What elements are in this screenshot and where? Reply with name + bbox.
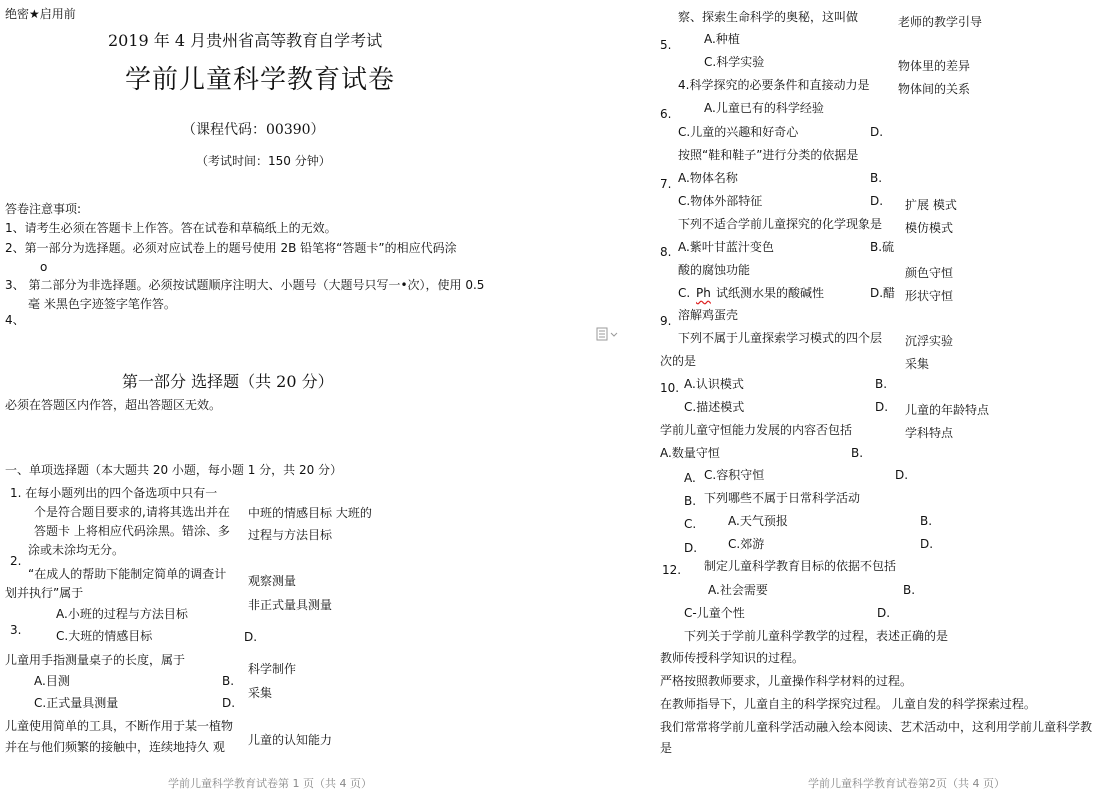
q13-line1: 我们常常将学前儿童科学活动融入绘本阅读、艺术活动中，这利用学前儿童科学教	[660, 720, 1093, 734]
side-option-9: 采集	[905, 357, 930, 371]
side-option-6: 颜色守恒	[905, 266, 954, 280]
q8-line1: 下列不属于儿童探索学习模式的四个层	[678, 331, 883, 345]
q6-number: 6.	[660, 107, 672, 121]
side-option-5: 模仿模式	[905, 221, 954, 235]
side-option-2: 物体里的差异	[898, 59, 971, 73]
q2-option-c: C.大班的情感目标	[56, 629, 153, 643]
q7-option-d: D.醋	[870, 286, 896, 300]
course-code: （课程代码：00390）	[182, 122, 325, 138]
side-option-1: 老师的教学引导	[898, 15, 983, 29]
q8-option-b: B.	[875, 377, 888, 391]
q3-number: 3.	[10, 623, 22, 637]
q11-d-marker: D.	[684, 541, 698, 555]
option-middle-7: 儿童的认知能力	[248, 733, 333, 747]
q11-c-marker: C.	[684, 517, 697, 531]
q4-cont: 察、探索生命科学的奥秘，这叫做	[678, 10, 859, 24]
q6-line1: 按照“鞋和鞋子”进行分类的依据是	[678, 148, 859, 162]
q7-option-c-ph: Ph	[696, 286, 711, 300]
q5-number: 5.	[660, 38, 672, 52]
q3-option-b: B.	[222, 674, 235, 688]
notice-1: 1、请考生必须在答题卡上作答。答在试卷和草稿纸上的无效。	[5, 221, 337, 235]
q11-b-marker: B.	[684, 494, 697, 508]
option-middle-2: 过程与方法目标	[248, 528, 333, 542]
document-icon[interactable]	[596, 327, 618, 344]
q1-line1: 1. 在每小题列出的四个备选项中只有一	[10, 486, 218, 500]
option-middle-1: 中班的情感目标 大班的	[248, 506, 372, 520]
part1-note: 必须在答题区内作答，超出答题区无效。	[5, 398, 222, 412]
q7-option-b: B.硫	[870, 240, 895, 254]
q3-option-d: D.	[222, 696, 236, 710]
side-option-7: 形状守恒	[905, 289, 954, 303]
q1-line4: 涂或未涂均无分。	[28, 543, 125, 557]
notice-title: 答卷注意事项:	[5, 202, 82, 216]
q9-line1: 学前儿童守恒能力发展的内容否包括	[660, 423, 853, 437]
q7-line1: 下列不适合学前儿童探究的化学现象是	[678, 217, 883, 231]
q4-line2: 并在与他们频繁的接触中，连续地持久 观	[5, 740, 225, 754]
q8-option-c: C.描述模式	[684, 400, 745, 414]
q7-option-c-text: 试纸测水果的酸碱性	[716, 286, 825, 300]
q10-option-b: B.	[920, 514, 933, 528]
q9-number: 9.	[660, 314, 672, 328]
q10-option-c: C.郊游	[728, 537, 765, 551]
q2-option-a: A.小班的过程与方法目标	[56, 607, 188, 621]
q7-option-b-cont: 酸的腐蚀功能	[678, 263, 751, 277]
q6-option-a: A.物体名称	[678, 171, 738, 185]
q7-option-d-cont: 溶解鸡蛋壳	[678, 308, 739, 322]
q3-option-c: C.正式量具测量	[34, 696, 119, 710]
exam-time: （考试时间：150 分钟）	[196, 154, 331, 168]
q6-option-c: C.物体外部特征	[678, 194, 763, 208]
right-page-footer: 学前儿童科学教育试卷第2页（共 4 页）	[808, 777, 1005, 790]
q1-line2: 个是符合题目要求的,请将其选出并在	[34, 505, 230, 519]
q4-option-a: A.种植	[704, 32, 740, 46]
q12-option-a: 教师传授科学知识的过程。	[660, 651, 805, 665]
side-option-10: 儿童的年龄特点	[905, 403, 990, 417]
part1-title: 第一部分 选择题（共 20 分）	[122, 372, 334, 391]
q11-option-a: A.社会需要	[708, 583, 768, 597]
q5-option-d: D.	[870, 125, 884, 139]
section1-heading: 一、单项选择题（本大题共 20 小题，每小题 1 分，共 20 分）	[5, 463, 343, 477]
option-middle-6: 采集	[248, 686, 273, 700]
q9-option-b: B.	[851, 446, 864, 460]
q9-option-a: A.数量守恒	[660, 446, 720, 460]
option-middle-5: 科学制作	[248, 662, 297, 676]
q10-option-d: D.	[920, 537, 934, 551]
q5-option-c: C.儿童的兴趣和好奇心	[678, 125, 799, 139]
q3-line1: 儿童用手指测量桌子的长度，属于	[5, 653, 186, 667]
notice-2: 2、第一部分为选择题。必须对应试卷上的题号使用 2B 铅笔将“答题卡”的相应代码涂	[5, 241, 457, 255]
q6-option-b: B.	[870, 171, 883, 185]
exam-heading: 2019 年 4 月贵州省高等教育自学考试	[108, 31, 383, 50]
q4-option-c: C.科学实验	[704, 55, 765, 69]
q2-line1: “在成人的帮助下能制定简单的调查计	[28, 567, 227, 581]
q6-option-d: D.	[870, 194, 884, 208]
notice-4: 4、	[5, 313, 25, 327]
secret-label: 绝密★启用前	[5, 7, 76, 21]
q12-option-b: 严格按照教师要求，儿童操作科学材料的过程。	[660, 674, 913, 688]
q10-number: 10.	[660, 381, 680, 395]
q8-option-d: D.	[875, 400, 889, 414]
q2-line2: 划并执行”属于	[5, 586, 84, 600]
q9-option-d: D.	[895, 468, 909, 482]
q13-line2: 是	[660, 741, 673, 755]
q7-option-c-label: C.	[678, 286, 691, 300]
notice-3-cont: 毫 米黑色字迹签字笔作答。	[28, 297, 176, 311]
q7-number: 7.	[660, 177, 672, 191]
left-page-footer: 学前儿童科学教育试卷第 1 页（共 4 页）	[168, 777, 372, 790]
q10-option-a: A.天气预报	[728, 514, 788, 528]
q12-number: 12.	[662, 563, 682, 577]
q11-a-marker: A.	[684, 471, 696, 485]
q3-option-a: A.目测	[34, 674, 70, 688]
paper-title: 学前儿童科学教育试卷	[125, 65, 396, 95]
option-middle-4: 非正式量具测量	[248, 598, 333, 612]
q4-line1: 儿童使用简单的工具，不断作用于某一植物	[5, 719, 234, 733]
q8-number: 8.	[660, 245, 672, 259]
q5-option-a: A.儿童已有的科学经验	[704, 101, 824, 115]
q2-number: 2.	[10, 554, 22, 568]
side-option-11: 学科特点	[905, 426, 954, 440]
notice-2-cont: o	[40, 260, 48, 274]
q10-line1: 下列哪些不属于日常科学活动	[704, 491, 861, 505]
side-option-3: 物体间的关系	[898, 82, 971, 96]
notice-3: 3、 第二部分为非选择题。必须按试题顺序注明大、小题号（大题号只写一•次），使用 0.5	[5, 278, 485, 292]
side-option-4: 扩展 模式	[905, 198, 957, 212]
q7-option-a: A.紫叶甘蓝汁变色	[678, 240, 774, 254]
q2-option-d: D.	[244, 630, 258, 644]
q1-line3: 答题卡 上将相应代码涂黑。错涂、多	[34, 524, 230, 538]
q11-option-c: C-儿童个性	[684, 606, 745, 620]
option-middle-3: 观察测量	[248, 574, 297, 588]
q8-line2: 次的是	[660, 354, 697, 368]
q12-option-cd: 在教师指导下，儿童自主的科学探究过程。 儿童自发的科学探索过程。	[660, 697, 1036, 711]
q11-line1: 制定儿童科学教育目标的依据不包括	[704, 559, 897, 573]
side-option-8: 沉浮实验	[905, 334, 954, 348]
q11-option-d: D.	[877, 606, 891, 620]
q9-option-c: C.容积守恒	[704, 468, 765, 482]
q5-line1: 4.科学探究的必要条件和直接动力是	[678, 78, 870, 92]
q8-option-a: A.认识模式	[684, 377, 744, 391]
q12-line1: 下列关于学前儿童科学教学的过程，表述正确的是	[684, 629, 949, 643]
q11-option-b: B.	[903, 583, 916, 597]
